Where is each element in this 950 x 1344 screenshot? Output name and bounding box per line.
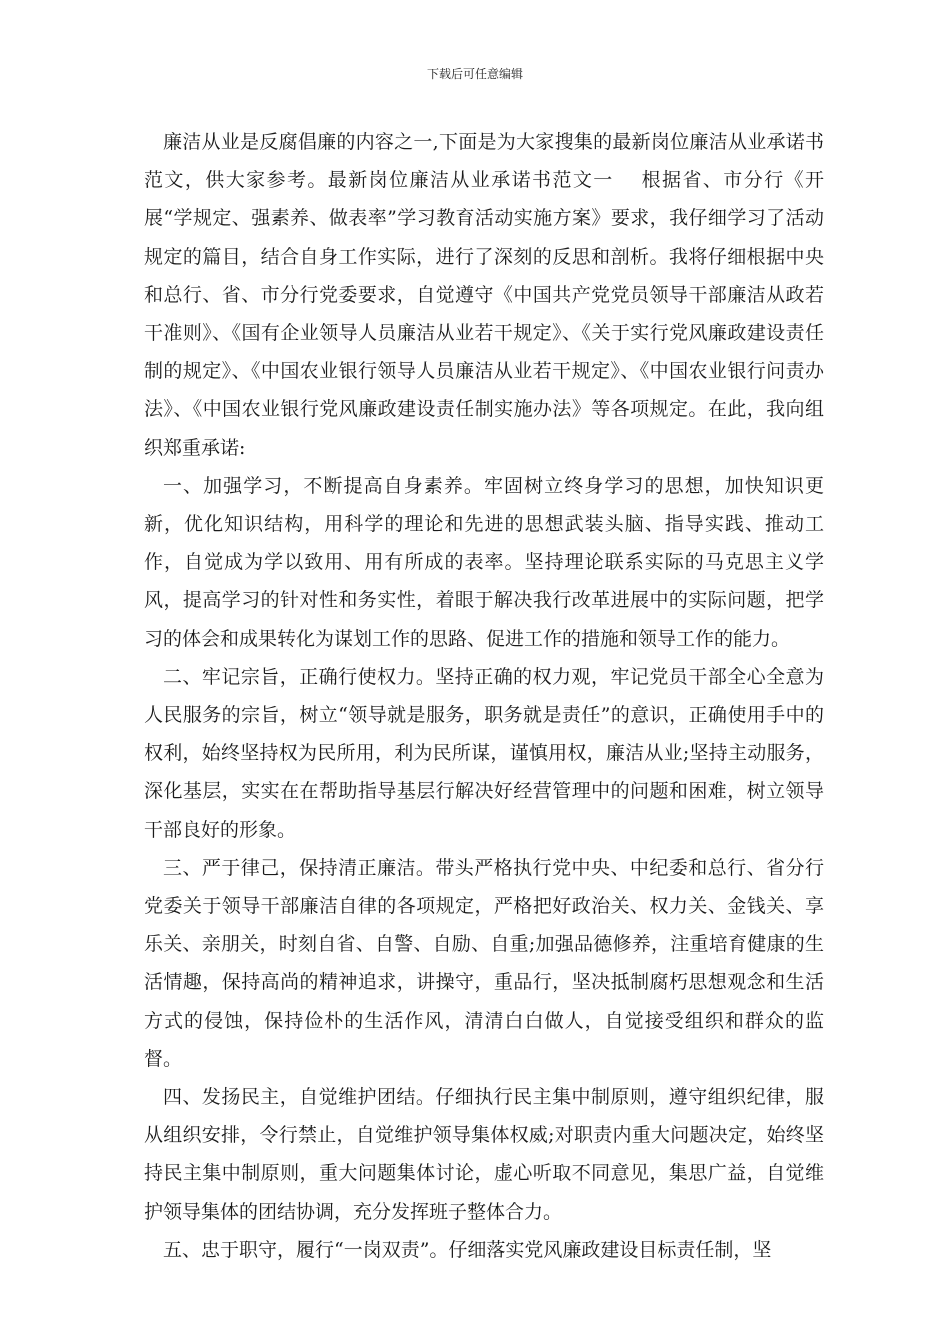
paragraph-point-2: 二、牢记宗旨，正确行使权力。坚持正确的权力观，牢记党员干部全心全意为人民服务的宗旨，树立“领导就是服务，职务就是责任”的意识，正确使用手中的权利，始终坚持权为民所用，利为民所谋，谨慎用权，廉洁从业;坚持主动服务，深化基层，实实在在帮助指导基层行解决好经营管理中的问题和困难，树立领导干部良好的形象。 [144, 665, 824, 841]
document-body [144, 123, 824, 1269]
paragraph-point-1: 一、加强学习，不断提高自身素养。牢固树立终身学习的思想，加快知识更新，优化知识结构，用科学的理论和先进的思想武装头脑、指导实践、推动工作，自觉成为学以致用、用有所成的表率。坚持理论联系实际的马克思主义学风，提高学习的针对性和务实性，着眼于解决我行改革进展中的实际问题，把学习的体会和成果转化为谋划工作的思路、促进工作的措施和领导工作的能力。 [144, 474, 824, 650]
paragraph-point-4: 四、发扬民主，自觉维护团结。仔细执行民主集中制原则，遵守组织纪律，服从组织安排，令行禁止，自觉维护领导集体权威;对职责内重大问题决定，始终坚持民主集中制原则，重大问题集体讨论，虚心听取不同意见，集思广益，自觉维护领导集体的团结协调，充分发挥班子整体合力。 [144, 1086, 824, 1223]
paragraph-intro: 廉洁从业是反腐倡廉的内容之一,下面是为大家搜集的最新岗位廉洁从业承诺书范文，供大家参考。最新岗位廉洁从业承诺书范文一 根据省、市分行《开展“学规定、强素养、做表率”学习教育活动实施方案》要求，我仔细学习了活动规定的篇目，结合自身工作实际，进行了深刻的反思和剖析。我将仔细根据中央和总行、省、市分行党委要求，自觉遵守《中国共产党党员领导干部廉洁从政若干准则》、《国有企业领导人员廉洁从业若干规定》、《关于实行党风廉政建设责任制的规定》、《中国农业银行领导人员廉洁从业若干规定》、《中国农业银行问责办法》、《中国农业银行党风廉政建设责任制实施办法》等各项规定。在此，我向组织郑重承诺: [144, 131, 824, 459]
paragraph-point-5: 五、忠于职守，履行“一岗双责”。仔细落实党风廉政建设目标责任制，坚 [163, 1238, 772, 1261]
page-header-note: 下载后可任意编辑 [426, 67, 523, 81]
paragraph-point-3: 三、严于律己，保持清正廉洁。带头严格执行党中央、中纪委和总行、省分行党委关于领导干部廉洁自律的各项规定，严格把好政治关、权力关、金钱关、享乐关、亲朋关，时刻自省、自警、自励、自重;加强品德修养，注重培育健康的生活情趣，保持高尚的精神追求，讲操守，重品行，坚决抵制腐朽思想观念和生活方式的侵蚀，保持俭朴的生活作风，清清白白做人，自觉接受组织和群众的监督。 [144, 856, 824, 1070]
